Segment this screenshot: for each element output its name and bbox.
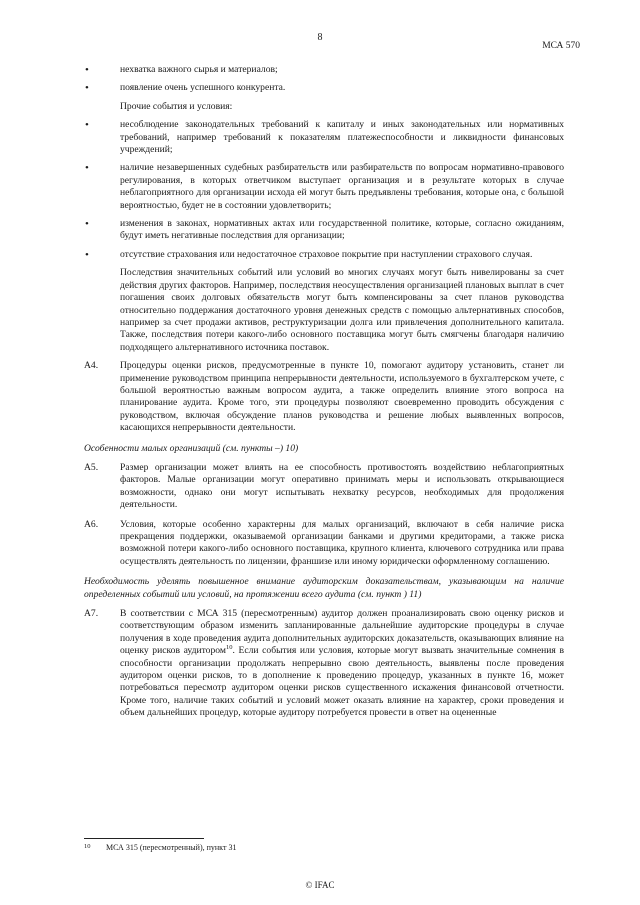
page-body — [84, 64, 564, 727]
paragraph-text-part: В соответствии с МСА 315 (пересмотренным) аудитор должен проанализировать свою оценку рисков и соответствующим образом изменить запланированные дальнейшие аудиторские процедуры в случае получения в ходе проведения аудита дополнительных аудиторских доказательств, оказывающих влияние на оценку рисков аудитором — [120, 608, 564, 657]
document-code: МСА 570 — [542, 41, 580, 51]
section-heading-evidence: Необходимость уделять повышенное внимание аудиторским доказательствам, указывающим на наличие определенных событий или условий, на протяжении всего аудита (см. пункт ) 11) — [84, 576, 564, 600]
paragraph-text: Размер организации может влиять на ее способность противостоять воздействию неблагоприятных факторов. Малые организации могут оперативно принимать меры и использовать открывающиеся возможности, однако они могут испытывать нехватку ресурсов, необходимых для продолжения деятельности. — [120, 461, 564, 511]
footnote-text: МСА 315 (пересмотренный), пункт 31 — [106, 843, 237, 852]
paragraph-text — [120, 608, 564, 718]
paragraph-text: Условия, которые особенно характерны для малых организаций, включают в себя наличие риска прекращения поддержки, оказываемой организации банками и другими кредиторами, а также риска возможной потери какого-либо основного поставщика, крупного клиента, ключевого сотрудника или права осуществлять деятельность по лицензии, франшизе или иному юридически оформленному соглашению. — [120, 518, 564, 567]
footnote-reference[interactable]: 10 — [225, 644, 233, 652]
paragraph-text-part: . Если события или условия, которые могут вызвать значительные сомнения в способности организации продолжать непрерывно свою деятельность, выявлены после проведения аудитором оценки рисков, то в дополнение к проведению процедур, указанных в пункте 16, может потребоваться пересмотр аудитором оценки рисков существенного искажения финансовой отчетности. Кроме того, наличие таких событий и условий может оказать влияние на характер, сроки проведения и объем дальнейших процедур, которые аудитору потребуется провести в ответ на оцененные — [120, 645, 564, 719]
paragraph-a6 — [84, 519, 564, 569]
paragraph-a4 — [84, 360, 564, 434]
bullet-item: • появление очень успешного конкурента. — [84, 82, 564, 94]
paragraph-number: A4. — [84, 360, 99, 372]
bullet-item: • нехватка важного сырья и материалов; — [84, 64, 564, 76]
paragraph-a7 — [84, 608, 564, 720]
footnote-divider — [84, 838, 204, 839]
paragraph-number: A7. — [84, 608, 99, 620]
other-events-intro: Прочие события и условия: — [120, 100, 233, 112]
footnote — [84, 843, 236, 852]
consequences-paragraph: Последствия значительных событий или условий во многих случаях могут быть нивелированы за счет действия других факторов. Например, последствия неосуществления организацией плановых выплат в счет погашения своих долговых обязательств могут быть компенсированы за счет планов руководства относительно поддержания достаточного уровня денежных средств с помощью альтернативных способов, например за счет продажи активов, реструктуризации долга или привлечения дополнительного капитала. Также, последствия потери какого-либо основного поставщика могут быть смягчены благодаря наличию подходящего альтернативного источника поставок. — [120, 267, 564, 353]
bullet-item: • наличие незавершенных судебных разбирательств или разбирательств по вопросам нормативно-правового регулирования, в которых ответчиком выступает организация и в результате которых в случае неблагоприятного для организации исхода ей могут быть предъявлены требования, которые она, с большой вероятностью, будет не в состоянии удовлетворить; — [84, 162, 564, 212]
paragraph-number: A5. — [84, 461, 99, 473]
page-number: 8 — [317, 32, 323, 43]
paragraph-a5 — [84, 462, 564, 512]
bullet-item: • несоблюдение законодательных требований к капиталу и иных законодательных или нормативных требований, например требований к показателям платежеспособности и ликвидности финансовых учреждений; — [84, 119, 564, 156]
bullet-item: • изменения в законах, нормативных актах или государственной политике, которые, согласно ожиданиям, будут иметь негативные последствия для организации; — [84, 218, 564, 243]
copyright: © IFAC — [305, 880, 335, 890]
footnote-number: 10 — [84, 843, 91, 850]
section-heading-small-entities: Особенности малых организаций (см. пункты –) 10) — [84, 442, 299, 454]
paragraph-text: Процедуры оценки рисков, предусмотренные в пункте 10, помогают аудитору установить, станет ли применение руководством принципа непрерывности деятельности, используемого в бухгалтерском учете, с большой вероятностью важным вопросом аудита, а также определить влияние этого вопроса на планирование аудита. Кроме того, эти процедуры позволяют своевременно проводить обсуждения с руководством, включая обсуждение планов руководства и решение любых выявленных вопросов, касающихся непрерывности деятельности. — [120, 360, 564, 434]
bullet-item: • отсутствие страхования или недостаточное страховое покрытие при наступлении страхового случая. — [84, 249, 564, 261]
paragraph-number: A6. — [84, 518, 99, 530]
